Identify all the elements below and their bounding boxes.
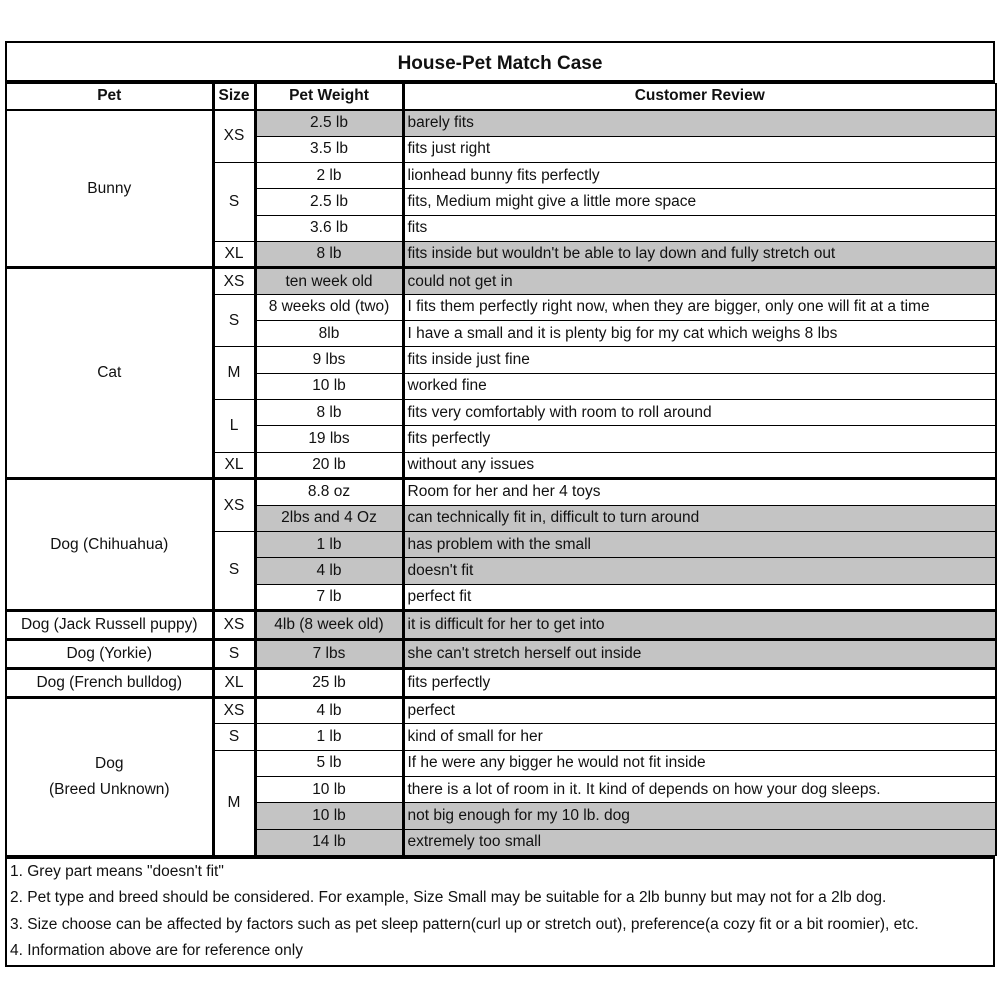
size-cell: S bbox=[213, 639, 255, 668]
weight-cell: 14 lb bbox=[255, 829, 403, 855]
pet-cell bbox=[6, 610, 213, 639]
match-case-sheet bbox=[5, 41, 995, 967]
notes bbox=[5, 856, 995, 967]
note: 3. Size choose can be affected by factors such as pet sleep pattern(curl up or stretch out), preference(a cozy fit or a bit roomier), etc. bbox=[10, 915, 919, 933]
weight-cell: 8.8 oz bbox=[255, 479, 403, 505]
review-cell: barely fits bbox=[403, 110, 996, 136]
table-row bbox=[6, 268, 996, 294]
size-cell: XL bbox=[213, 668, 255, 697]
review-cell: worked fine bbox=[403, 373, 996, 399]
weight-cell: 20 lb bbox=[255, 452, 403, 478]
table-body bbox=[6, 110, 996, 856]
review-cell: doesn't fit bbox=[403, 558, 996, 584]
weight-cell: 3.6 lb bbox=[255, 215, 403, 241]
size-cell: M bbox=[213, 750, 255, 855]
review-cell: If he were any bigger he would not fit inside bbox=[403, 750, 996, 776]
weight-cell: 10 lb bbox=[255, 803, 403, 829]
weight-cell: 4 lb bbox=[255, 558, 403, 584]
weight-cell: 8 weeks old (two) bbox=[255, 294, 403, 320]
size-cell: XS bbox=[213, 697, 255, 723]
weight-cell: 19 lbs bbox=[255, 426, 403, 452]
note: 1. Grey part means "doesn't fit" bbox=[10, 862, 224, 880]
header-weight: Pet Weight bbox=[255, 84, 403, 110]
review-cell: fits perfectly bbox=[403, 426, 996, 452]
review-cell: perfect bbox=[403, 697, 996, 723]
sheet-title: House-Pet Match Case bbox=[5, 41, 995, 83]
review-cell: fits perfectly bbox=[403, 668, 996, 697]
weight-cell: 3.5 lb bbox=[255, 136, 403, 162]
match-table bbox=[5, 83, 997, 856]
table-row bbox=[6, 697, 996, 723]
weight-cell: 10 lb bbox=[255, 373, 403, 399]
weight-cell: 9 lbs bbox=[255, 347, 403, 373]
table-row bbox=[6, 479, 996, 505]
review-cell: extremely too small bbox=[403, 829, 996, 855]
review-cell: fits inside just fine bbox=[403, 347, 996, 373]
size-cell: XL bbox=[213, 242, 255, 268]
weight-cell: 10 lb bbox=[255, 776, 403, 802]
size-cell: S bbox=[213, 724, 255, 750]
pet-cell bbox=[6, 668, 213, 697]
review-cell: fits just right bbox=[403, 136, 996, 162]
review-cell: fits, Medium might give a little more space bbox=[403, 189, 996, 215]
table-row bbox=[6, 610, 996, 639]
weight-cell: 7 lb bbox=[255, 584, 403, 610]
review-cell: lionhead bunny fits perfectly bbox=[403, 163, 996, 189]
size-cell: S bbox=[213, 163, 255, 242]
size-cell: S bbox=[213, 531, 255, 610]
size-cell: XS bbox=[213, 110, 255, 163]
weight-cell: 25 lb bbox=[255, 668, 403, 697]
weight-cell: 2 lb bbox=[255, 163, 403, 189]
weight-cell: 5 lb bbox=[255, 750, 403, 776]
pet-name: Dog (Jack Russell puppy) bbox=[20, 615, 198, 633]
weight-cell: 8 lb bbox=[255, 242, 403, 268]
size-cell: XS bbox=[213, 610, 255, 639]
pet-cell bbox=[6, 697, 213, 855]
weight-cell: 1 lb bbox=[255, 531, 403, 557]
review-cell: I fits them perfectly right now, when they are bigger, only one will fit at a time bbox=[403, 294, 996, 320]
pet-name: Cat bbox=[97, 364, 122, 382]
note: 2. Pet type and breed should be considered. For example, Size Small may be suitable for a 2lb bunny but may not for a 2lb dog. bbox=[10, 889, 887, 907]
table-row bbox=[6, 110, 996, 136]
pet-name: Dog (Yorkie) bbox=[66, 644, 153, 662]
header-size: Size bbox=[213, 84, 255, 110]
pet-name: Bunny bbox=[87, 179, 132, 197]
weight-cell: 2.5 lb bbox=[255, 110, 403, 136]
note: 4. Information above are for reference only bbox=[10, 942, 303, 960]
table-row bbox=[6, 639, 996, 668]
weight-cell: 1 lb bbox=[255, 724, 403, 750]
size-cell: XS bbox=[213, 479, 255, 532]
review-cell: perfect fit bbox=[403, 584, 996, 610]
review-cell: there is a lot of room in it. It kind of depends on how your dog sleeps. bbox=[403, 776, 996, 802]
review-cell: I have a small and it is plenty big for my cat which weighs 8 lbs bbox=[403, 321, 996, 347]
table-row bbox=[6, 668, 996, 697]
header-pet: Pet bbox=[6, 84, 213, 110]
header-row bbox=[6, 84, 996, 110]
review-cell: fits very comfortably with room to roll around bbox=[403, 400, 996, 426]
review-cell: fits bbox=[403, 215, 996, 241]
size-cell: S bbox=[213, 294, 255, 347]
pet-name: Dog (Chihuahua) bbox=[50, 535, 169, 553]
review-cell: fits inside but wouldn't be able to lay down and fully stretch out bbox=[403, 242, 996, 268]
pet-cell bbox=[6, 110, 213, 268]
review-cell: has problem with the small bbox=[403, 531, 996, 557]
weight-cell: 8lb bbox=[255, 321, 403, 347]
review-cell: Room for her and her 4 toys bbox=[403, 479, 996, 505]
size-cell: XS bbox=[213, 268, 255, 294]
review-cell: she can't stretch herself out inside bbox=[403, 639, 996, 668]
weight-cell: 2.5 lb bbox=[255, 189, 403, 215]
size-cell: L bbox=[213, 400, 255, 453]
size-cell: XL bbox=[213, 452, 255, 478]
weight-cell: 4 lb bbox=[255, 697, 403, 723]
pet-name: Dog (French bulldog) bbox=[36, 673, 183, 691]
review-cell: not big enough for my 10 lb. dog bbox=[403, 803, 996, 829]
review-cell: could not get in bbox=[403, 268, 996, 294]
review-cell: it is difficult for her to get into bbox=[403, 610, 996, 639]
size-cell: M bbox=[213, 347, 255, 400]
weight-cell: 2lbs and 4 Oz bbox=[255, 505, 403, 531]
pet-cell bbox=[6, 639, 213, 668]
review-cell: without any issues bbox=[403, 452, 996, 478]
weight-cell: 7 lbs bbox=[255, 639, 403, 668]
pet-name: Dog bbox=[95, 754, 124, 772]
pet-cell bbox=[6, 268, 213, 479]
weight-cell: 8 lb bbox=[255, 400, 403, 426]
weight-cell: 4lb (8 week old) bbox=[255, 610, 403, 639]
weight-cell: ten week old bbox=[255, 268, 403, 294]
pet-cell bbox=[6, 479, 213, 611]
header-review: Customer Review bbox=[403, 84, 996, 110]
review-cell: can technically fit in, difficult to turn around bbox=[403, 505, 996, 531]
pet-name: (Breed Unknown) bbox=[48, 780, 170, 798]
review-cell: kind of small for her bbox=[403, 724, 996, 750]
